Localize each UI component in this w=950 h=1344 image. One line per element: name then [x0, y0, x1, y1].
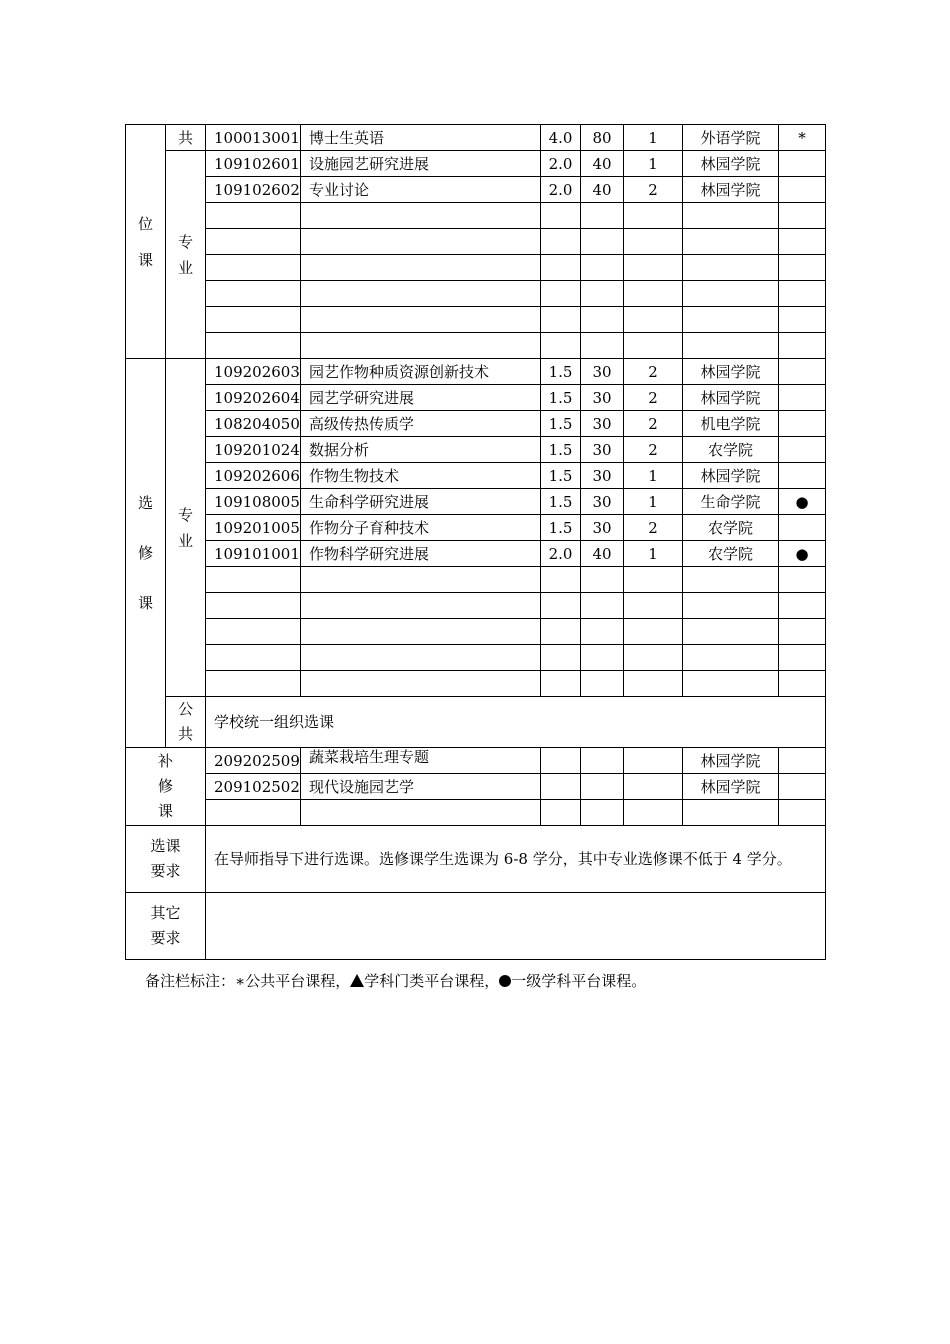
curriculum-table — [125, 124, 826, 960]
table-row — [126, 411, 826, 437]
empty-row — [126, 281, 826, 307]
course-hours: 40 — [581, 541, 624, 567]
table-row — [126, 515, 826, 541]
course-term: 2 — [624, 411, 683, 437]
footnote — [145, 970, 646, 991]
course-dept: 外语学院 — [683, 125, 779, 151]
course-term: 1 — [624, 463, 683, 489]
course-dept: 林园学院 — [683, 151, 779, 177]
course-name: 数据分析 — [301, 437, 541, 463]
table-row — [126, 774, 826, 800]
course-term: 2 — [624, 385, 683, 411]
course-code: 109202604 — [206, 385, 301, 411]
course-dept: 农学院 — [683, 541, 779, 567]
course-name: 现代设施园艺学 — [301, 774, 541, 800]
course-code: 109201024 — [206, 437, 301, 463]
remedial-course-label: 补 修 课 — [126, 748, 206, 826]
course-term: 2 — [624, 437, 683, 463]
course-credit: 1.5 — [541, 359, 581, 385]
empty-row — [126, 645, 826, 671]
empty-row — [126, 619, 826, 645]
course-hours: 30 — [581, 385, 624, 411]
star-marker: ∗ — [235, 972, 246, 990]
course-hours: 40 — [581, 151, 624, 177]
footnote-prefix: 备注栏标注： — [145, 972, 236, 990]
course-name: 高级传热传质学 — [301, 411, 541, 437]
other-requirement-text — [206, 893, 826, 960]
course-name: 园艺学研究进展 — [301, 385, 541, 411]
table-row — [126, 893, 826, 960]
course-name: 园艺作物种质资源创新技术 — [301, 359, 541, 385]
empty-row — [126, 307, 826, 333]
course-name: 作物科学研究进展 — [301, 541, 541, 567]
course-mark: * — [779, 125, 826, 151]
course-term: 1 — [624, 489, 683, 515]
course-credit: 1.5 — [541, 385, 581, 411]
course-code: 209202509 — [206, 748, 301, 774]
empty-row — [126, 229, 826, 255]
course-term: 2 — [624, 359, 683, 385]
footnote-triangle-text: 学科门类平台课程， — [364, 972, 500, 990]
table-row — [126, 697, 826, 748]
degree-course-label: 位 课 — [126, 125, 166, 359]
course-term: 2 — [624, 177, 683, 203]
course-credit: 1.5 — [541, 515, 581, 541]
dot-icon — [499, 975, 511, 987]
course-mark: ● — [779, 541, 826, 567]
course-mark — [779, 385, 826, 411]
course-term: 2 — [624, 515, 683, 541]
course-name: 作物生物技术 — [301, 463, 541, 489]
major-label: 专 业 — [166, 359, 206, 697]
course-dept: 林园学院 — [683, 177, 779, 203]
course-name: 蔬菜栽培生理专题 — [301, 748, 541, 774]
table-row — [126, 385, 826, 411]
course-mark — [779, 515, 826, 541]
course-dept: 林园学院 — [683, 359, 779, 385]
course-dept: 林园学院 — [683, 385, 779, 411]
course-term: 1 — [624, 151, 683, 177]
course-code: 109202603 — [206, 359, 301, 385]
course-dept: 机电学院 — [683, 411, 779, 437]
course-hours: 40 — [581, 177, 624, 203]
course-name: 博士生英语 — [301, 125, 541, 151]
empty-row — [126, 567, 826, 593]
course-credit: 2.0 — [541, 177, 581, 203]
course-credit: 2.0 — [541, 151, 581, 177]
public-elective-note: 学校统一组织选课 — [206, 697, 826, 748]
course-name: 生命科学研究进展 — [301, 489, 541, 515]
course-credit: 1.5 — [541, 437, 581, 463]
course-dept: 林园学院 — [683, 463, 779, 489]
table-row — [126, 489, 826, 515]
course-credit: 2.0 — [541, 541, 581, 567]
course-credit: 1.5 — [541, 411, 581, 437]
table-row — [126, 541, 826, 567]
course-dept: 生命学院 — [683, 489, 779, 515]
course-name: 作物分子育种技术 — [301, 515, 541, 541]
course-name: 设施园艺研究进展 — [301, 151, 541, 177]
empty-row — [126, 800, 826, 826]
course-dept: 农学院 — [683, 437, 779, 463]
empty-row — [126, 593, 826, 619]
course-code: 109102601 — [206, 151, 301, 177]
course-mark — [779, 359, 826, 385]
course-mark — [779, 463, 826, 489]
elective-course-label: 选 修 课 — [126, 359, 166, 748]
public-label: 公 共 — [166, 697, 206, 748]
footnote-star-text: 公共平台课程， — [245, 972, 351, 990]
table-row — [126, 826, 826, 893]
course-name: 专业讨论 — [301, 177, 541, 203]
course-mark — [779, 411, 826, 437]
table-row — [126, 359, 826, 385]
course-code: 100013001 — [206, 125, 301, 151]
selection-requirement-text: 在导师指导下进行选课。选修课学生选课为 6-8 学分，其中专业选修课不低于 4 学分。 — [206, 826, 826, 893]
table-row — [126, 125, 826, 151]
table-row — [126, 177, 826, 203]
course-hours: 30 — [581, 437, 624, 463]
selection-requirement-label: 选课 要求 — [126, 826, 206, 893]
course-mark — [779, 151, 826, 177]
course-code: 108204050 — [206, 411, 301, 437]
course-hours: 30 — [581, 411, 624, 437]
course-hours: 30 — [581, 359, 624, 385]
footnote-dot-text: 一级学科平台课程。 — [511, 972, 647, 990]
table-row — [126, 151, 826, 177]
major-label: 专 业 — [166, 151, 206, 359]
empty-row — [126, 671, 826, 697]
course-dept: 林园学院 — [683, 774, 779, 800]
empty-row — [126, 333, 826, 359]
public-label: 共 — [166, 125, 206, 151]
course-code: 109101001 — [206, 541, 301, 567]
empty-row — [126, 255, 826, 281]
course-hours: 80 — [581, 125, 624, 151]
course-dept: 农学院 — [683, 515, 779, 541]
course-credit: 4.0 — [541, 125, 581, 151]
course-code: 109102602 — [206, 177, 301, 203]
course-code: 109108005 — [206, 489, 301, 515]
course-hours: 30 — [581, 489, 624, 515]
table-row — [126, 748, 826, 774]
table-row — [126, 437, 826, 463]
course-hours: 30 — [581, 515, 624, 541]
course-dept: 林园学院 — [683, 748, 779, 774]
table-row — [126, 463, 826, 489]
course-hours: 30 — [581, 463, 624, 489]
course-mark: ● — [779, 489, 826, 515]
course-mark — [779, 177, 826, 203]
course-term: 1 — [624, 125, 683, 151]
course-mark — [779, 437, 826, 463]
empty-row — [126, 203, 826, 229]
course-code: 209102502 — [206, 774, 301, 800]
course-code: 109202606 — [206, 463, 301, 489]
course-credit: 1.5 — [541, 489, 581, 515]
other-requirement-label: 其它 要求 — [126, 893, 206, 960]
course-credit: 1.5 — [541, 463, 581, 489]
course-term: 1 — [624, 541, 683, 567]
triangle-icon — [350, 974, 364, 987]
course-code: 109201005 — [206, 515, 301, 541]
